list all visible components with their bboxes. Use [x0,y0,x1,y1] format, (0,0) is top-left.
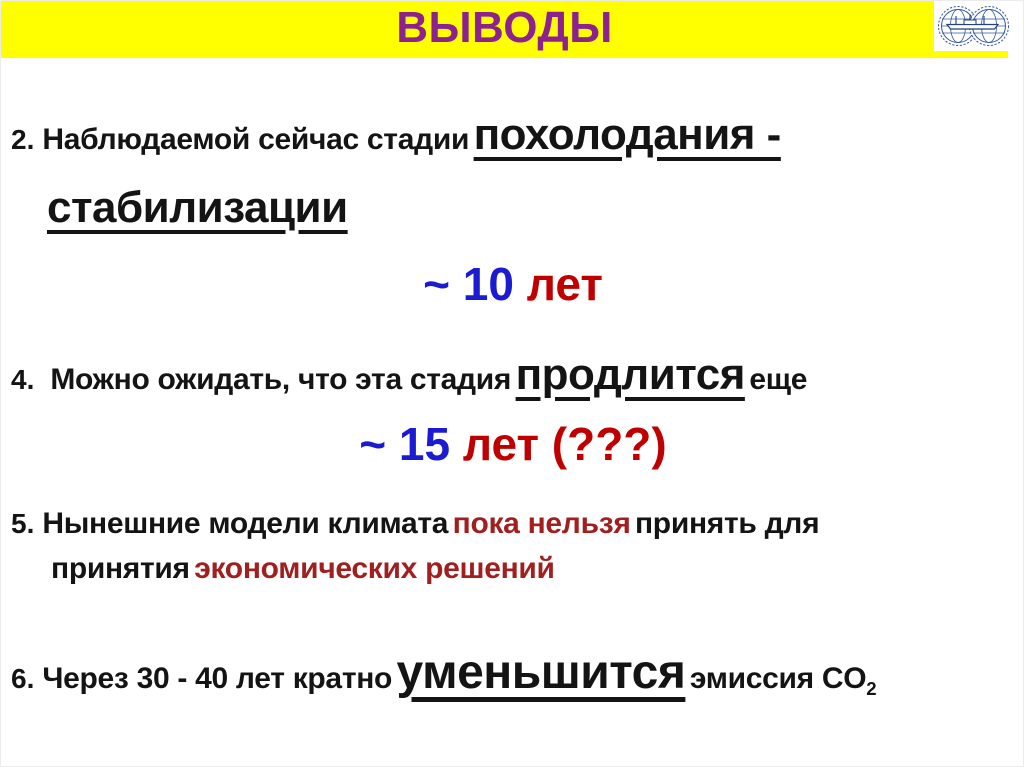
estimate-15-years [11,416,1015,472]
item-4-lead-text: Можно ожидать, что эта стадия [50,363,512,396]
years-unit: лет (???) [462,418,667,470]
item-2-emphasis-line1: похолодания - [473,110,781,159]
co2-label: эмиссия CO [689,662,867,695]
item-5-text-2: принять для [634,507,820,540]
years-value: 10 [462,258,514,310]
item-4-emphasis: продлится [515,350,745,399]
item-5-highlight-1: пока нельзя [452,507,631,540]
item-2-number: 2. [11,124,35,155]
item-5-highlight-2: экономических решений [194,552,555,585]
item-2-lead-text: Наблюдаемой сейчас стадии [42,123,470,156]
co2-subscript: 2 [866,677,877,699]
years-unit: лет [526,258,603,310]
item-6-tail-text [689,662,877,699]
list-item-6 [11,644,1015,713]
institute-logo [934,1,1013,51]
list-item-4 [11,346,1015,414]
globes-ship-icon [937,3,1011,49]
years-value: 15 [398,418,451,470]
item-6-lead-text: Через 30 - 40 лет кратно [42,662,393,695]
item-5-text-3: принятия [51,552,190,585]
estimate-10-years [11,256,1015,312]
slide-title: ВЫВОДЫ [396,2,613,52]
item-2-emphasis-line2: стабилизации [47,183,348,232]
item-6-number: 6. [11,663,35,694]
item-6-emphasis: уменьшится [396,646,686,699]
slide-header [1,1,1023,58]
slide-body [1,106,1023,713]
item-5-number: 5. [11,508,35,539]
item-4-tail-text: еще [749,363,808,396]
approx-tilde: ~ [359,418,387,470]
item-4-number: 4. [11,364,35,395]
item-5-text-1: Нынешние модели климата [42,507,449,540]
header-title-bar [1,1,1008,58]
approx-tilde: ~ [423,258,450,310]
list-item-2 [11,106,1015,246]
list-item-5 [11,504,1015,594]
